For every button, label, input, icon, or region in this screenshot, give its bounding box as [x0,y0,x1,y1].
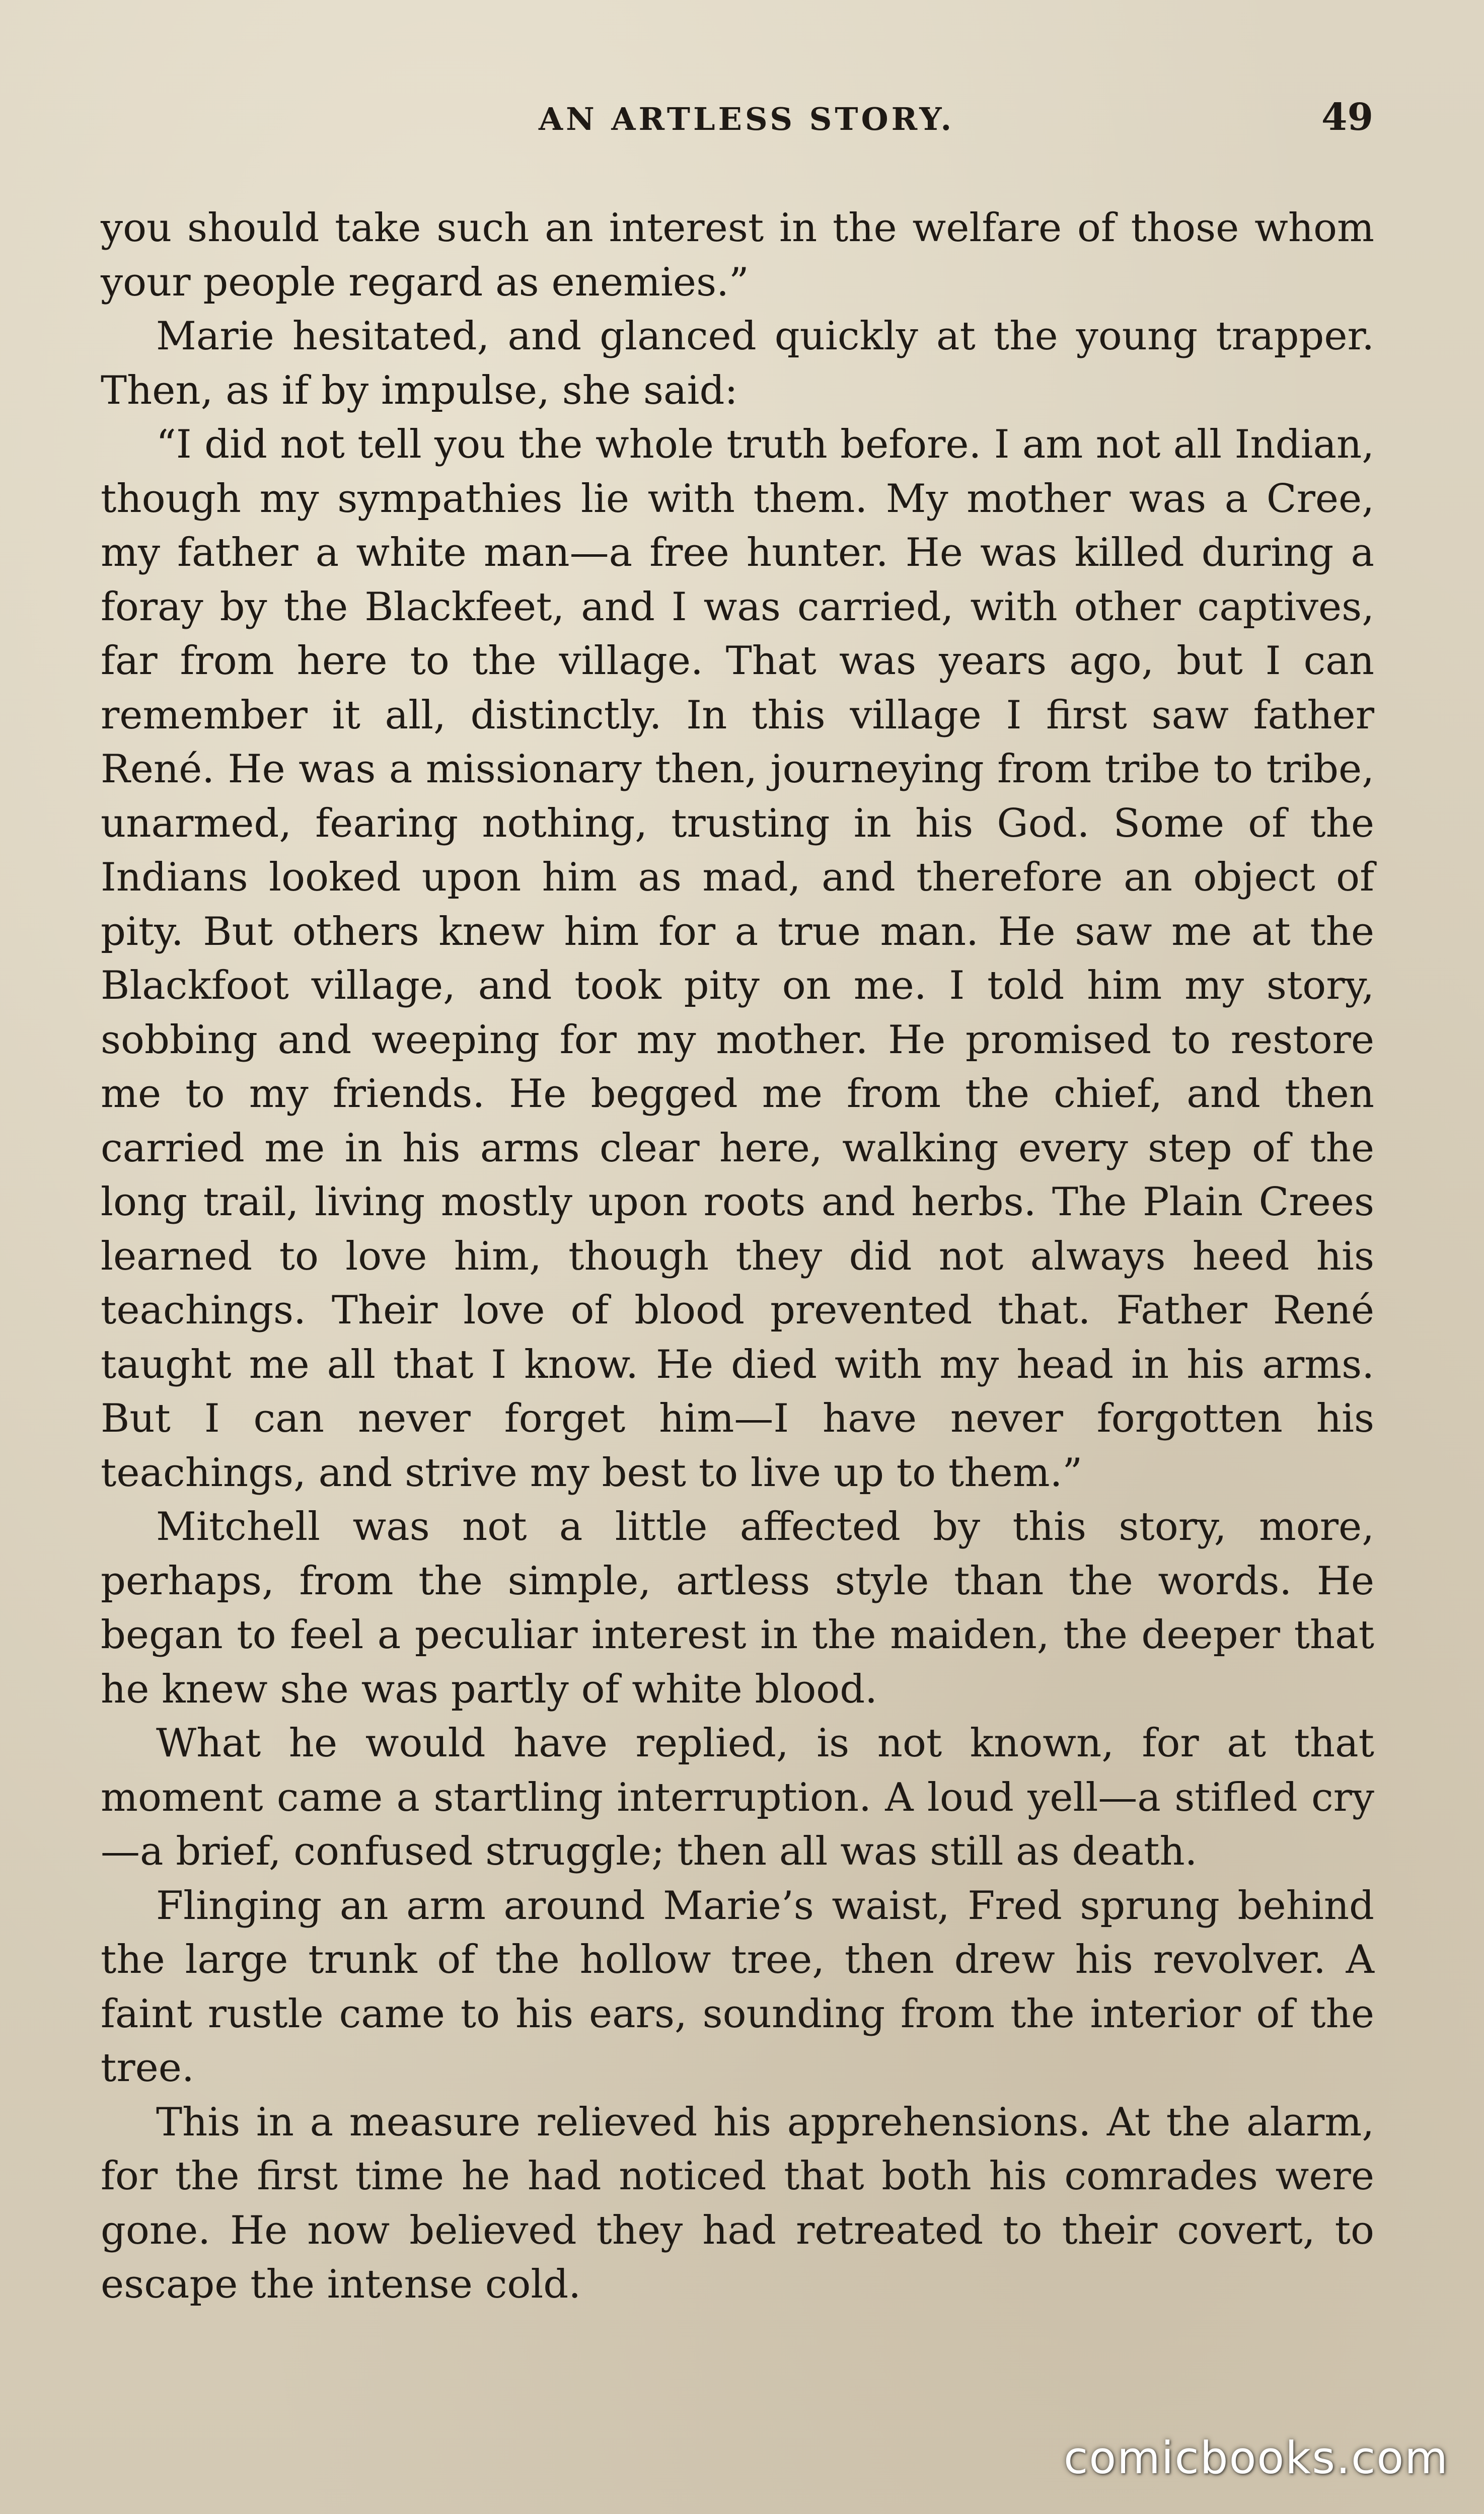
paragraph-1: you should take such an interest in the welfare of those whom your people regard as enemies.” [101,205,1374,305]
running-title: AN ARTLESS STORY. [539,101,955,137]
watermark: comicbooks.com [1063,2432,1449,2484]
paragraph-3: “I did not tell you the whole truth before. I am not all Indian, though my sympathies lie with them. My mother was a Cree, my father a white man—a free hunter. He was killed during a foray by the Blackfeet, and I was carried, with other captives, far from here to the village. That was years ago, but I can remember it all, distinctly. In this village I first saw father René. He was a missionary then, journeying from tribe to tribe, unarmed, fearing nothing, trusting in his God. Some of the Indians looked upon him as mad, and therefore an object of pity. But others knew him for a true man. He saw me at the Blackfoot village, and took pity on me. I told him my story, sobbing and weeping for my mother. He promised to restore me to my friends. He begged me from the chief, and then carried me in his arms clear here, walking every step of the long trail, living mostly upon roots and herbs. The Plain Crees learned to love him, though they did not always heed his teachings. Their love of blood prevented that. Father René taught me all that I know. He died with my head in his arms. But I can never forget him—I have never forgotten his teachings, and strive my best to live up to them.” [101,422,1374,1496]
page-number: 49 [1321,96,1373,139]
paragraph-7: This in a measure relieved his apprehensions. At the alarm, for the first time he had noticed that both his comrades were gone. He now believed they had retreated to their covert, to escape the intense cold. [101,2099,1374,2307]
body-text [101,201,1374,2312]
paragraph-2: Marie hesitated, and glanced quickly at the young trapper. Then, as if by impulse, she said: [101,314,1374,413]
paragraph-5: What he would have replied, is not known, for at that moment came a startling interruption. A loud yell—a stifled cry—a brief, confused struggle; then all was still as death. [101,1721,1374,1874]
paragraph-4: Mitchell was not a little affected by this story, more, perhaps, from the simple, artless style than the words. He began to feel a peculiar interest in the maiden, the deeper that he knew she was partly of white blood. [101,1504,1374,1712]
paragraph-6: Flinging an arm around Marie’s waist, Fred sprung behind the large trunk of the hollow tree, then drew his revolver. A faint rustle came to his ears, sounding from the interior of the tree. [101,1883,1374,2091]
page-header [0,96,1484,141]
